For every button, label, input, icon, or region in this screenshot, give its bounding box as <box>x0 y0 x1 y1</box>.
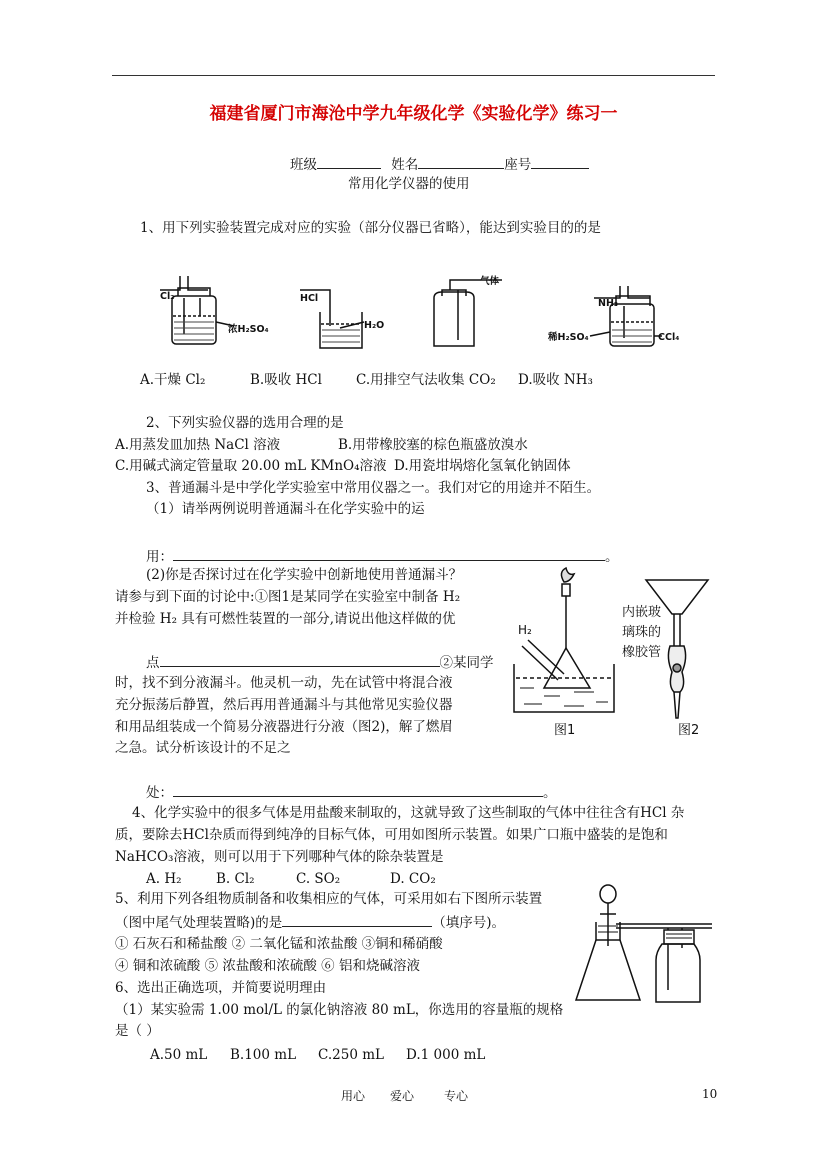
name-blank[interactable] <box>418 154 504 169</box>
q3-part2-line3: 并检验 H₂ 具有可燃性装置的一部分,请说出他这样做的优 <box>115 611 456 627</box>
footer-motto-2: 爱心 <box>390 1089 415 1103</box>
q3-part2-line4 <box>146 652 494 672</box>
apparatus-a <box>160 276 234 344</box>
q3-part1-prefix: 用： <box>146 549 173 565</box>
q3-part2-line6: 充分振荡后静置，然后再用普通漏斗与其他常见实验仪器 <box>115 697 453 713</box>
q4-option-c: C. SO₂ <box>296 871 341 887</box>
label-b-liquid: H₂O <box>364 320 385 331</box>
q1-option-c: C.用排空气法收集 CO₂ <box>356 372 496 388</box>
q5-line1: 5、利用下列各组物质制备和收集相应的气体，可采用如右下图所示装置 <box>115 891 543 907</box>
q3-part2-prefix: 点 <box>146 655 160 671</box>
class-label: 班级 <box>290 157 317 173</box>
q3-stem: 3、普通漏斗是中学化学实验室中常用仪器之一。我们对它的用途并不陌生。 <box>146 480 601 496</box>
q3-part2-blank-2[interactable] <box>173 782 543 797</box>
label-b-gas: HCl <box>300 293 319 304</box>
fig2-label-1: 内嵌玻 <box>622 605 662 620</box>
q2-stem: 2、下列实验仪器的选用合理的是 <box>146 415 344 431</box>
q5-items-row1: ① 石灰石和稀盐酸 ② 二氧化锰和浓盐酸 ③铜和稀硝酸 <box>115 936 443 952</box>
student-info-line <box>290 154 589 174</box>
label-c-gas: 气体 <box>480 276 500 287</box>
q3-part2-line9 <box>146 782 557 802</box>
q5-prefix: （图中尾气处理装置略)的是 <box>115 915 283 931</box>
q2-option-c: C.用碱式滴定管量取 20.00 mL KMnO₄溶液 <box>115 458 387 474</box>
label-d-lower: CCl₄ <box>658 332 680 343</box>
q6-option-d: D.1 000 mL <box>406 1047 486 1063</box>
q6-option-b: B.100 mL <box>230 1047 297 1063</box>
q2-option-b: B.用带橡胶塞的棕色瓶盛放溴水 <box>338 437 528 453</box>
q6-sub1-line1: （1）某实验需 1.00 mol/L 的氯化钠溶液 80 mL，你选用的容量瓶的规格 <box>115 1002 564 1018</box>
fig2-caption: 图2 <box>678 723 700 738</box>
q6-stem: 6、选出正确选项，并简要说明理由 <box>115 980 327 996</box>
q3-part2-blank-1[interactable] <box>160 652 440 667</box>
q6-option-a: A.50 mL <box>150 1047 208 1063</box>
q3-part1-answer <box>146 546 619 566</box>
q1-apparatus-figure <box>150 276 680 360</box>
section-subtitle: 常用化学仪器的使用 <box>348 176 470 192</box>
q3-part1-blank[interactable] <box>173 546 605 561</box>
q6-sub1-line2: 是（ ） <box>115 1023 160 1039</box>
q4-option-d: D. CO₂ <box>390 871 436 887</box>
seat-blank[interactable] <box>531 154 589 169</box>
q3-part2-line1: (2)你是否探讨过在化学实验中创新地使用普通漏斗？ <box>146 567 463 583</box>
q3-part1-suffix: 。 <box>605 549 619 565</box>
q3-part2-line2: 请参与到下面的讨论中:①图1是某同学在实验室中制备 H₂ <box>115 589 461 605</box>
label-a-liquid: 浓H₂SO₄ <box>228 324 269 335</box>
name-label: 姓名 <box>391 157 419 173</box>
q3-figures <box>504 568 714 740</box>
q5-suffix: （填序号)。 <box>432 915 506 931</box>
q4-line3: NaHCO₃溶液，则可以用于下列哪种气体的除杂装置是 <box>115 849 444 865</box>
fig2-label-3: 橡胶管 <box>622 645 662 660</box>
q1-option-a: A.干燥 Cl₂ <box>140 372 206 388</box>
q3-part2-line7: 和用品组装成一个简易分液器进行分液（图2)，解了燃眉 <box>115 719 453 735</box>
apparatus-d <box>590 286 662 346</box>
fig2-label-2: 璃珠的 <box>622 625 662 640</box>
footer-motto-3: 专心 <box>444 1089 469 1103</box>
figure-1-apparatus <box>514 568 614 712</box>
q3-part2-suffix-2: 。 <box>543 785 557 801</box>
header-rule <box>112 75 715 76</box>
apparatus-c <box>434 280 502 346</box>
q5-apparatus-figure <box>572 880 722 1010</box>
q1-option-d: D.吸收 NH₃ <box>518 372 593 388</box>
q4-option-b: B. Cl₂ <box>216 871 255 887</box>
seat-label: 座号 <box>504 157 532 173</box>
footer-motto-1: 用心 <box>341 1089 366 1103</box>
label-a-gas: Cl₂ <box>160 291 175 302</box>
q3-part1-line1: （1）请举两例说明普通漏斗在化学实验中的运 <box>146 501 425 517</box>
q1-stem: 1、用下列实验装置完成对应的实验（部分仪器已省略），能达到实验目的的是 <box>140 220 601 236</box>
q5-blank[interactable] <box>282 912 432 927</box>
page-title: 福建省厦门市海沧中学九年级化学《实验化学》练习一 <box>209 104 618 124</box>
gas-collecting-bottle <box>656 928 700 1002</box>
q5-line2 <box>115 912 505 932</box>
q4-line2: 质，要除去HCl杂质而得到纯净的目标气体，可用如图所示装置。如果广口瓶中盛装的是饱和 <box>115 827 668 843</box>
q2-option-a: A.用蒸发皿加热 NaCl 溶液 <box>115 437 281 453</box>
q2-option-d: D.用瓷坩埚熔化氢氧化钠固体 <box>394 458 571 474</box>
label-d-gas: NH₃ <box>598 298 619 309</box>
q3-part2-suffix: ②某同学 <box>439 655 494 671</box>
fig1-caption: 图1 <box>554 723 576 738</box>
q3-part2-line8: 之急。试分析该设计的不足之 <box>115 740 291 756</box>
fig1-gas-label: H₂ <box>518 623 532 637</box>
q6-option-c: C.250 mL <box>318 1047 384 1063</box>
q3-part2-line5: 时，找不到分液漏斗。他灵机一动，先在试管中将混合液 <box>115 675 453 691</box>
q3-part2-prefix-2: 处： <box>146 785 173 801</box>
q5-items-row2: ④ 铜和浓硫酸 ⑤ 浓盐酸和浓硫酸 ⑥ 铝和烧碱溶液 <box>115 958 420 974</box>
q4-line1: 4、化学实验中的很多气体是用盐酸来制取的，这就导致了这些制取的气体中往往含有HCl 杂 <box>132 805 685 821</box>
class-blank[interactable] <box>317 154 381 169</box>
q1-option-b: B.吸收 HCl <box>250 372 322 388</box>
page-number: 10 <box>702 1087 718 1101</box>
q4-option-a: A. H₂ <box>146 871 182 887</box>
label-d-upper: 稀H₂SO₄ <box>548 332 589 343</box>
